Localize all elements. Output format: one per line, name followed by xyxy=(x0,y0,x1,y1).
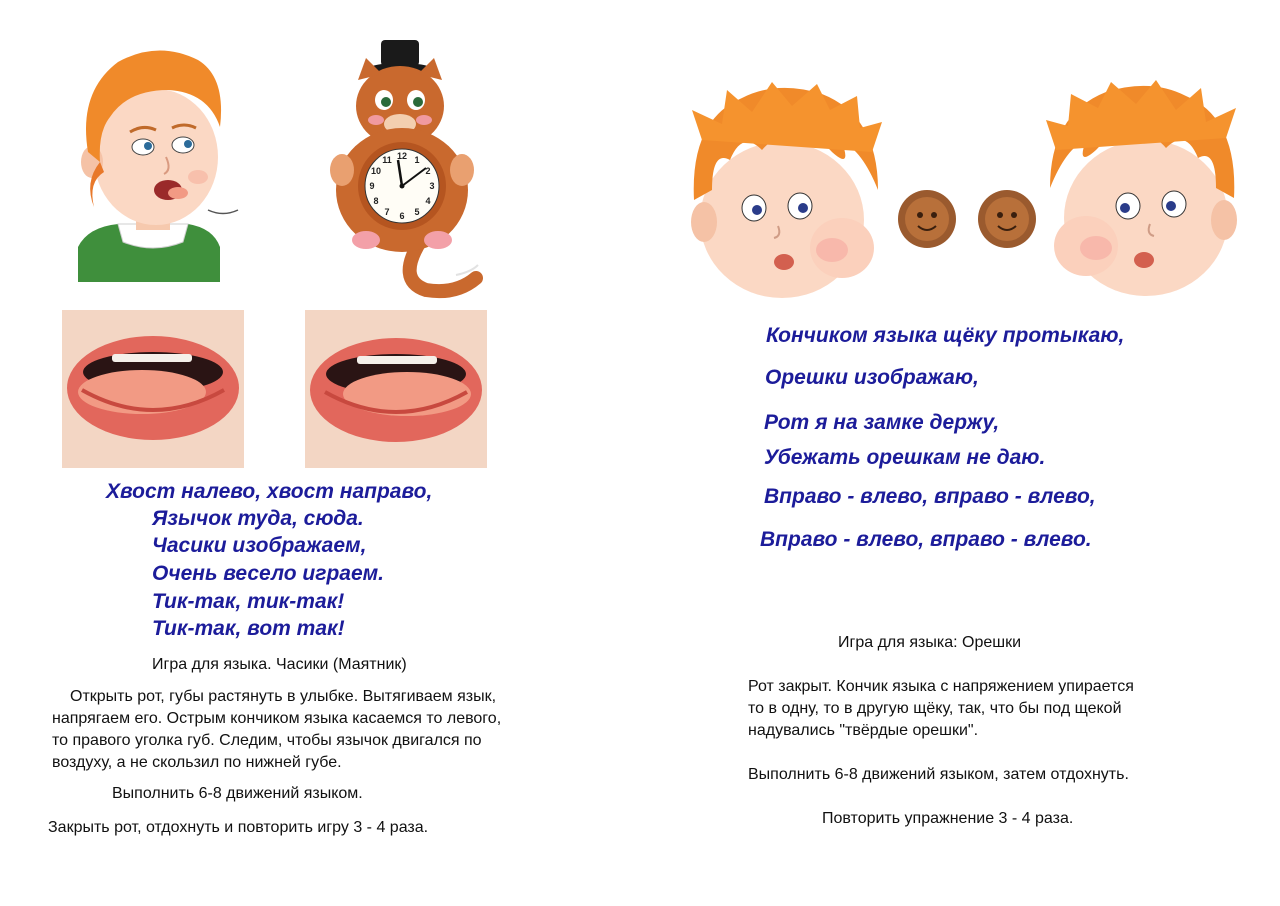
clock-number: 3 xyxy=(429,181,435,191)
right-instructions xyxy=(748,676,1248,742)
left-instruction-line: напрягаем его. Острым кончиком языка касаемся то левого, xyxy=(52,710,502,727)
boy-tongue-illustration xyxy=(48,32,248,282)
right-poem-line: Вправо - влево, вправо - влево, xyxy=(764,485,1096,508)
right-instruction-line: надувались "твёрдые орешки". xyxy=(748,722,979,739)
right-final-note: Повторить упражнение 3 - 4 раза. xyxy=(822,810,1074,827)
clock-number: 11 xyxy=(382,155,392,165)
clock-number: 7 xyxy=(384,207,390,217)
left-final-note: Закрыть рот, отдохнуть и повторить игру 3 - 4 раза. xyxy=(48,819,429,836)
left-repeat-moves: Выполнить 6-8 движений языком. xyxy=(112,785,363,802)
left-instructions xyxy=(52,686,612,774)
left-instruction-line: то правого уголка губ. Следим, чтобы язычок двигался по xyxy=(52,732,482,749)
clock-number: 12 xyxy=(396,151,408,161)
clock-number: 9 xyxy=(369,181,375,191)
left-poem-line: Тик-так, вот так! xyxy=(152,617,345,640)
right-instruction-line: то в одну, то в другую щёку, так, что бы под щекой xyxy=(748,700,1122,717)
clock-number: 5 xyxy=(414,207,420,217)
right-poem-line: Рот я на замке держу, xyxy=(764,411,1000,434)
left-poem-line: Тик-так, тик-так! xyxy=(152,590,345,613)
left-poem-line: Хвост налево, хвост направо, xyxy=(106,480,433,503)
right-poem-line: Вправо - влево, вправо - влево. xyxy=(760,528,1092,551)
mouth-tongue-right-photo xyxy=(305,310,487,468)
left-poem-line: Язычок туда, сюда. xyxy=(152,507,364,530)
clock-number: 4 xyxy=(425,196,431,206)
clock-number: 1 xyxy=(414,155,420,165)
right-instruction-line: Рот закрыт. Кончик языка с напряжением упирается xyxy=(748,678,1134,695)
right-poem-line: Орешки изображаю, xyxy=(765,366,979,389)
clock-number: 2 xyxy=(425,166,431,176)
left-instruction-line: Открыть рот, губы растянуть в улыбке. Вытягиваем язык, xyxy=(70,688,497,705)
right-game-title: Игра для языка: Орешки xyxy=(838,634,1022,651)
clock-number: 10 xyxy=(370,166,382,176)
mouth-tongue-left-photo xyxy=(62,310,244,468)
left-poem-line: Очень весело играем. xyxy=(152,562,384,585)
left-instruction-line: воздуху, а не скользил по нижней губе. xyxy=(52,754,342,771)
right-poem-line: Убежать орешкам не даю. xyxy=(764,446,1046,469)
cat-clock-illustration xyxy=(326,40,496,302)
clock-number: 6 xyxy=(399,211,405,221)
left-game-title: Игра для языка. Часики (Маятник) xyxy=(152,656,407,673)
left-poem-line: Часики изображаем, xyxy=(152,534,367,557)
right-repeat-moves: Выполнить 6-8 движений языком, затем отдохнуть. xyxy=(748,766,1129,783)
clock-number: 8 xyxy=(373,196,379,206)
right-poem-line: Кончиком языка щёку протыкаю, xyxy=(766,324,1125,347)
